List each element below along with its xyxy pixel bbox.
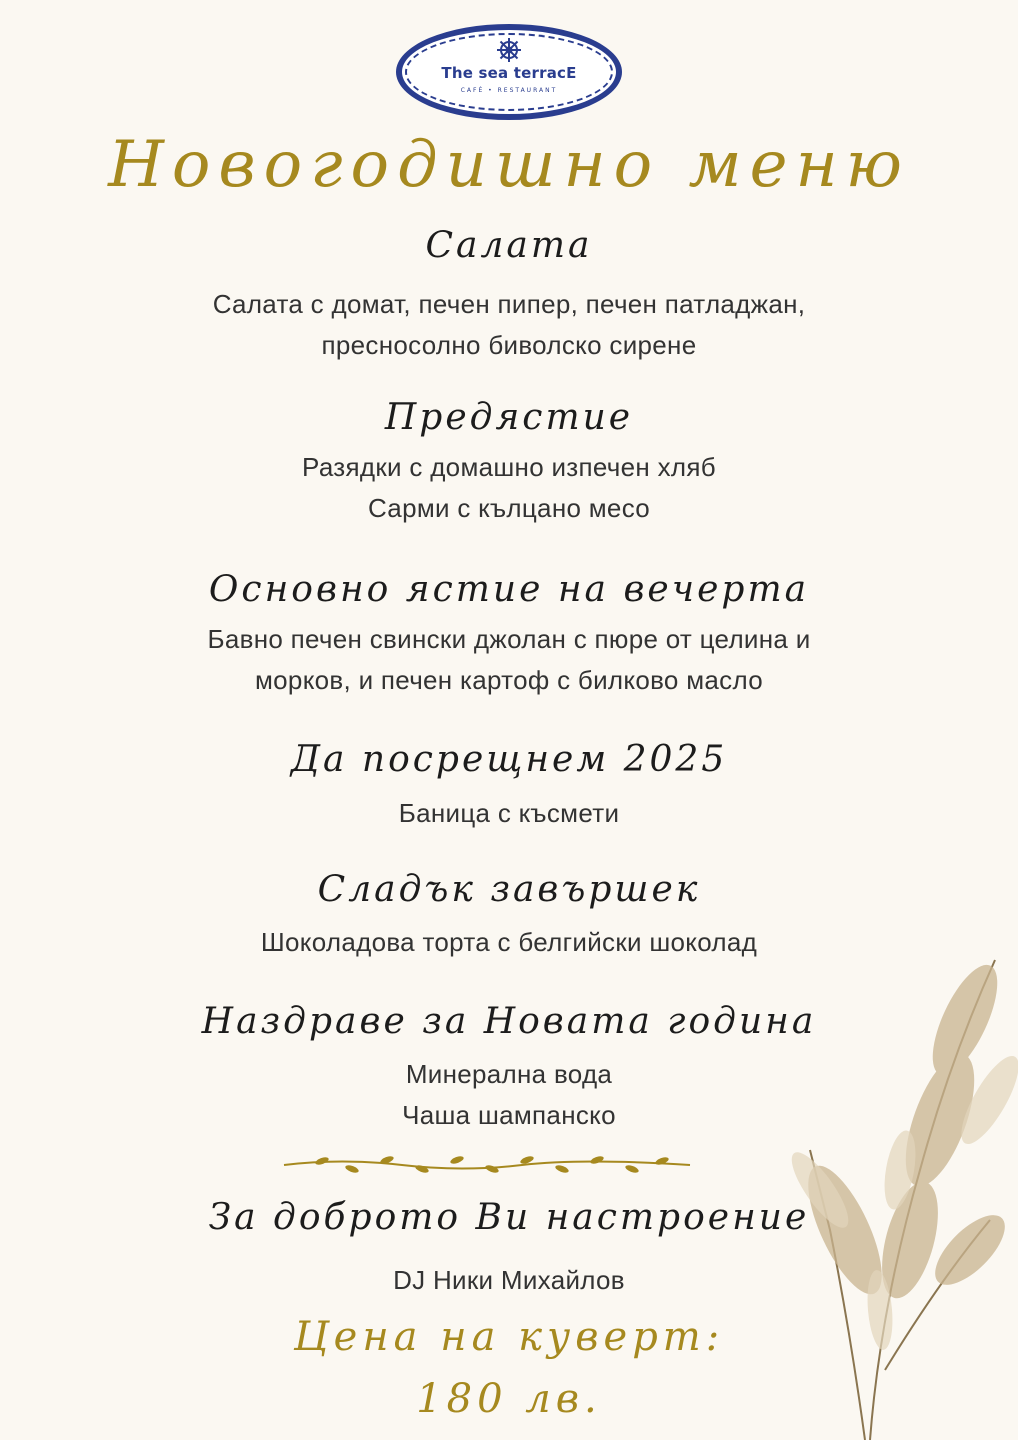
price-value: 180 лв. (416, 1376, 602, 1422)
menu-line: Бавно печен свински джолан с пюре от целина и (207, 624, 811, 654)
menu-line: Разядки с домашно изпечен хляб (302, 452, 716, 482)
menu-line: Сарми с кълцано месо (367, 493, 651, 523)
menu-line: Баница с късмети (398, 798, 620, 828)
menu-line: пресносолно биволско сирене (321, 330, 697, 360)
section-heading: Да посрещнем 2025 (290, 739, 728, 780)
menu-line: Шоколадова торта с белгийски шоколад (260, 927, 758, 957)
logo-name: The sea terracE (441, 64, 577, 82)
section-appetizer (0, 396, 1018, 529)
menu-title: Новогодишно меню (108, 128, 910, 202)
section-heading: За доброто Ви настроение (208, 1197, 810, 1238)
price-label: Цена на куверт: (293, 1314, 725, 1360)
section-salad (0, 224, 1018, 366)
ship-wheel-icon (490, 36, 528, 62)
logo-subtitle: CAFÉ • RESTAURANT (460, 87, 558, 94)
section-heading: Салата (425, 225, 593, 266)
section-dessert (0, 868, 1018, 963)
pampas-grass-illustration (790, 950, 1018, 1440)
section-new-year (0, 738, 1018, 834)
section-main-course (0, 568, 1018, 701)
menu-line: морков, и печен картоф с билково масло (255, 665, 763, 695)
menu-line: Салата с домат, печен пипер, печен патладжан, (212, 289, 806, 319)
section-heading: Наздраве за Новата година (201, 1001, 817, 1042)
vine-divider (282, 1150, 692, 1178)
menu-line: DJ Ники Михайлов (393, 1265, 625, 1295)
menu-line: Чаша шампанско (402, 1100, 616, 1130)
menu-line: Минерална вода (405, 1059, 613, 1089)
section-heading: Предястие (384, 397, 634, 438)
section-heading: Основно ястие на вечерта (208, 569, 810, 610)
section-heading: Сладък завършек (317, 869, 701, 910)
restaurant-logo (396, 24, 622, 120)
